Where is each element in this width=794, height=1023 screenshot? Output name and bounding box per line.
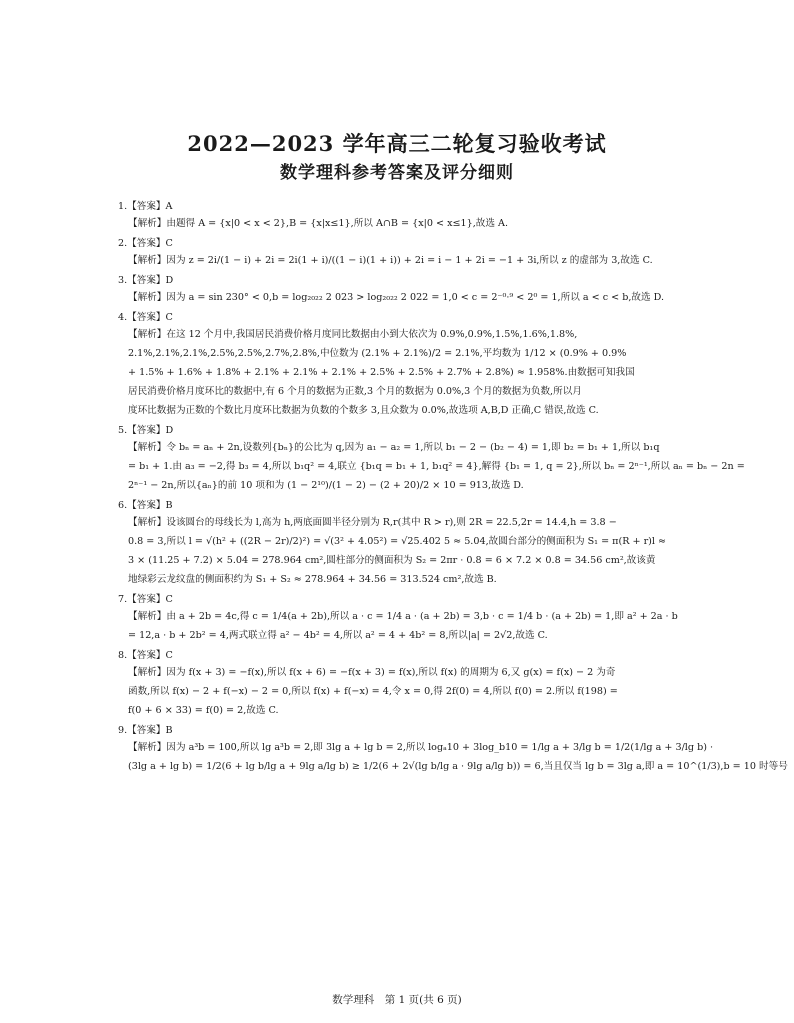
question-item bbox=[118, 274, 678, 307]
analysis-line: 【解析】因为 a³b = 100,所以 lg a³b = 2,即 3lg a + lg b = 2,所以 logₐ10 + 3log_b10 = 1/lg a + 3/lg b = 1/2(1/lg a + 3/lg b) · bbox=[128, 742, 714, 753]
analysis-line: (3lg a + lg b) = 1/2(6 + lg b/lg a + 9lg a/lg b) ≥ 1/2(6 + 2√(lg b/lg a · 9lg a/lg b)) = 6,当且仅当 lg b = 3lg a,即 a = 10^(1/3),b = 10 时等号 bbox=[128, 761, 788, 772]
page-footer: 数学理科 第 1 页(共 6 页) bbox=[332, 994, 462, 1006]
analysis-line: + 1.5% + 1.6% + 1.8% + 2.1% + 2.1% + 2.1% + 2.5% + 2.5% + 2.7% + 2.8%) ≈ 1.958%.由数据可知我国 bbox=[128, 367, 635, 378]
analysis-line: 度环比数据为正数的个数比月度环比数据为负数的个数多 3,且众数为 0.0%,故选项 A,B,D 正确,C 错误,故选 C. bbox=[128, 405, 599, 416]
analysis-block bbox=[118, 251, 678, 270]
analysis-line: 【解析】设该圆台的母线长为 l,高为 h,两底面圆半径分别为 R,r(其中 R > r),则 2R = 22.5,2r = 14.4,h = 3.8 − bbox=[128, 517, 617, 528]
analysis-block bbox=[118, 663, 678, 720]
question-item bbox=[118, 237, 678, 270]
analysis-line: 【解析】因为 a = sin 230° < 0,b = log₂₀₂₂ 2 023 > log₂₀₂₂ 2 022 = 1,0 < c = 2⁻⁰·⁹ < 2⁰ = 1,所以 a < c < b,故选 D. bbox=[128, 292, 665, 303]
answer-line: 7.【答案】C bbox=[118, 594, 173, 605]
analysis-line: 地绿彩云龙纹盘的侧面积约为 S₁ + S₂ ≈ 278.964 + 34.56 = 313.524 cm²,故选 B. bbox=[128, 574, 497, 585]
answer-line: 5.【答案】D bbox=[118, 425, 174, 436]
answer-line: 1.【答案】A bbox=[118, 201, 173, 212]
analysis-block bbox=[118, 607, 678, 645]
analysis-block bbox=[118, 325, 678, 420]
answer-line: 9.【答案】B bbox=[118, 725, 173, 736]
analysis-line: 【解析】令 bₙ = aₙ + 2n,设数列{bₙ}的公比为 q,因为 a₁ − a₂ = 1,所以 b₁ − 2 − (b₂ − 4) = 1,即 b₂ = b₁ + 1,所以 b₁q bbox=[128, 442, 660, 453]
analysis-line: f(0 + 6 × 33) = f(0) = 2,故选 C. bbox=[128, 705, 279, 716]
answer-line: 3.【答案】D bbox=[118, 275, 174, 286]
analysis-block bbox=[118, 214, 678, 233]
analysis-line: 2.1%,2.1%,2.1%,2.5%,2.5%,2.7%,2.8%,中位数为 (2.1% + 2.1%)/2 = 2.1%,平均数为 1/12 × (0.9% + 0.9% bbox=[128, 348, 627, 359]
analysis-block bbox=[118, 438, 745, 495]
analysis-line: = b₁ + 1.由 a₃ = −2,得 b₃ = 4,所以 b₁q² = 4,联立 {b₁q = b₁ + 1, b₁q² = 4},解得 {b₁ = 1, q = 2},所以 bₙ = 2ⁿ⁻¹,所以 aₙ = bₙ − 2n = bbox=[128, 461, 745, 472]
question-item bbox=[118, 724, 788, 776]
question-item bbox=[118, 200, 678, 233]
question-item bbox=[118, 424, 745, 495]
analysis-line: 【解析】因为 f(x + 3) = −f(x),所以 f(x + 6) = −f(x + 3) = f(x),所以 f(x) 的周期为 6,又 g(x) = f(x) − 2 为奇 bbox=[128, 667, 616, 678]
analysis-block bbox=[118, 738, 788, 776]
analysis-block bbox=[118, 288, 678, 307]
analysis-block bbox=[118, 513, 678, 589]
question-item bbox=[118, 649, 678, 720]
answer-line: 2.【答案】C bbox=[118, 238, 173, 249]
analysis-line: = 12,a · b + 2b² = 4,两式联立得 a² − 4b² = 4,所以 a² = 4 + 4b² = 8,所以|a| = 2√2,故选 C. bbox=[128, 630, 548, 641]
question-item bbox=[118, 499, 678, 589]
question-item bbox=[118, 593, 678, 645]
analysis-line: 【解析】因为 z = 2i/(1 − i) + 2i = 2i(1 + i)/((1 − i)(1 + i)) + 2i = i − 1 + 2i = −1 + 3i,所以 z 的虚部为 3,故选 C. bbox=[128, 255, 653, 266]
answer-line: 8.【答案】C bbox=[118, 650, 173, 661]
analysis-line: 【解析】由 a + 2b = 4c,得 c = 1/4(a + 2b),所以 a · c = 1/4 a · (a + 2b) = 3,b · c = 1/4 b · (a + 2b) = 1,即 a² + 2a · b bbox=[128, 611, 678, 622]
analysis-line: 【解析】在这 12 个月中,我国居民消费价格月度同比数据由小到大依次为 0.9%,0.9%,1.5%,1.6%,1.8%, bbox=[128, 329, 578, 340]
analysis-line: 居民消费价格月度环比的数据中,有 6 个月的数据为正数,3 个月的数据为 0.0%,3 个月的数据为负数,所以月 bbox=[128, 386, 582, 397]
page-title: 2022—2023 学年高三二轮复习验收考试 bbox=[187, 131, 607, 156]
answer-list bbox=[118, 200, 788, 780]
analysis-line: 0.8 = 3,所以 l = √(h² + ((2R − 2r)/2)²) = √(3² + 4.05²) = √25.402 5 ≈ 5.04,故圆台部分的侧面积为 S₁ = π(R + r)l ≈ bbox=[128, 536, 667, 547]
answer-line: 4.【答案】C bbox=[118, 312, 173, 323]
analysis-line: 函数,所以 f(x) − 2 + f(−x) − 2 = 0,所以 f(x) + f(−x) = 4,令 x = 0,得 2f(0) = 4,所以 f(0) = 2.所以 f(198) = bbox=[128, 686, 618, 697]
analysis-line: 3 × (11.25 + 7.2) × 5.04 = 278.964 cm²,圆柱部分的侧面积为 S₂ = 2πr · 0.8 = 6 × 7.2 × 0.8 = 34.56 cm²,故该黄 bbox=[128, 555, 656, 566]
analysis-line: 【解析】由题得 A = {x|0 < x < 2},B = {x|x≤1},所以 A∩B = {x|0 < x≤1},故选 A. bbox=[128, 218, 509, 229]
answer-line: 6.【答案】B bbox=[118, 500, 173, 511]
page-subtitle: 数学理科参考答案及评分细则 bbox=[280, 163, 514, 183]
analysis-line: 2ⁿ⁻¹ − 2n,所以{aₙ}的前 10 项和为 (1 − 2¹⁰)/(1 − 2) − (2 + 20)/2 × 10 = 913,故选 D. bbox=[128, 480, 524, 491]
question-item bbox=[118, 311, 678, 420]
